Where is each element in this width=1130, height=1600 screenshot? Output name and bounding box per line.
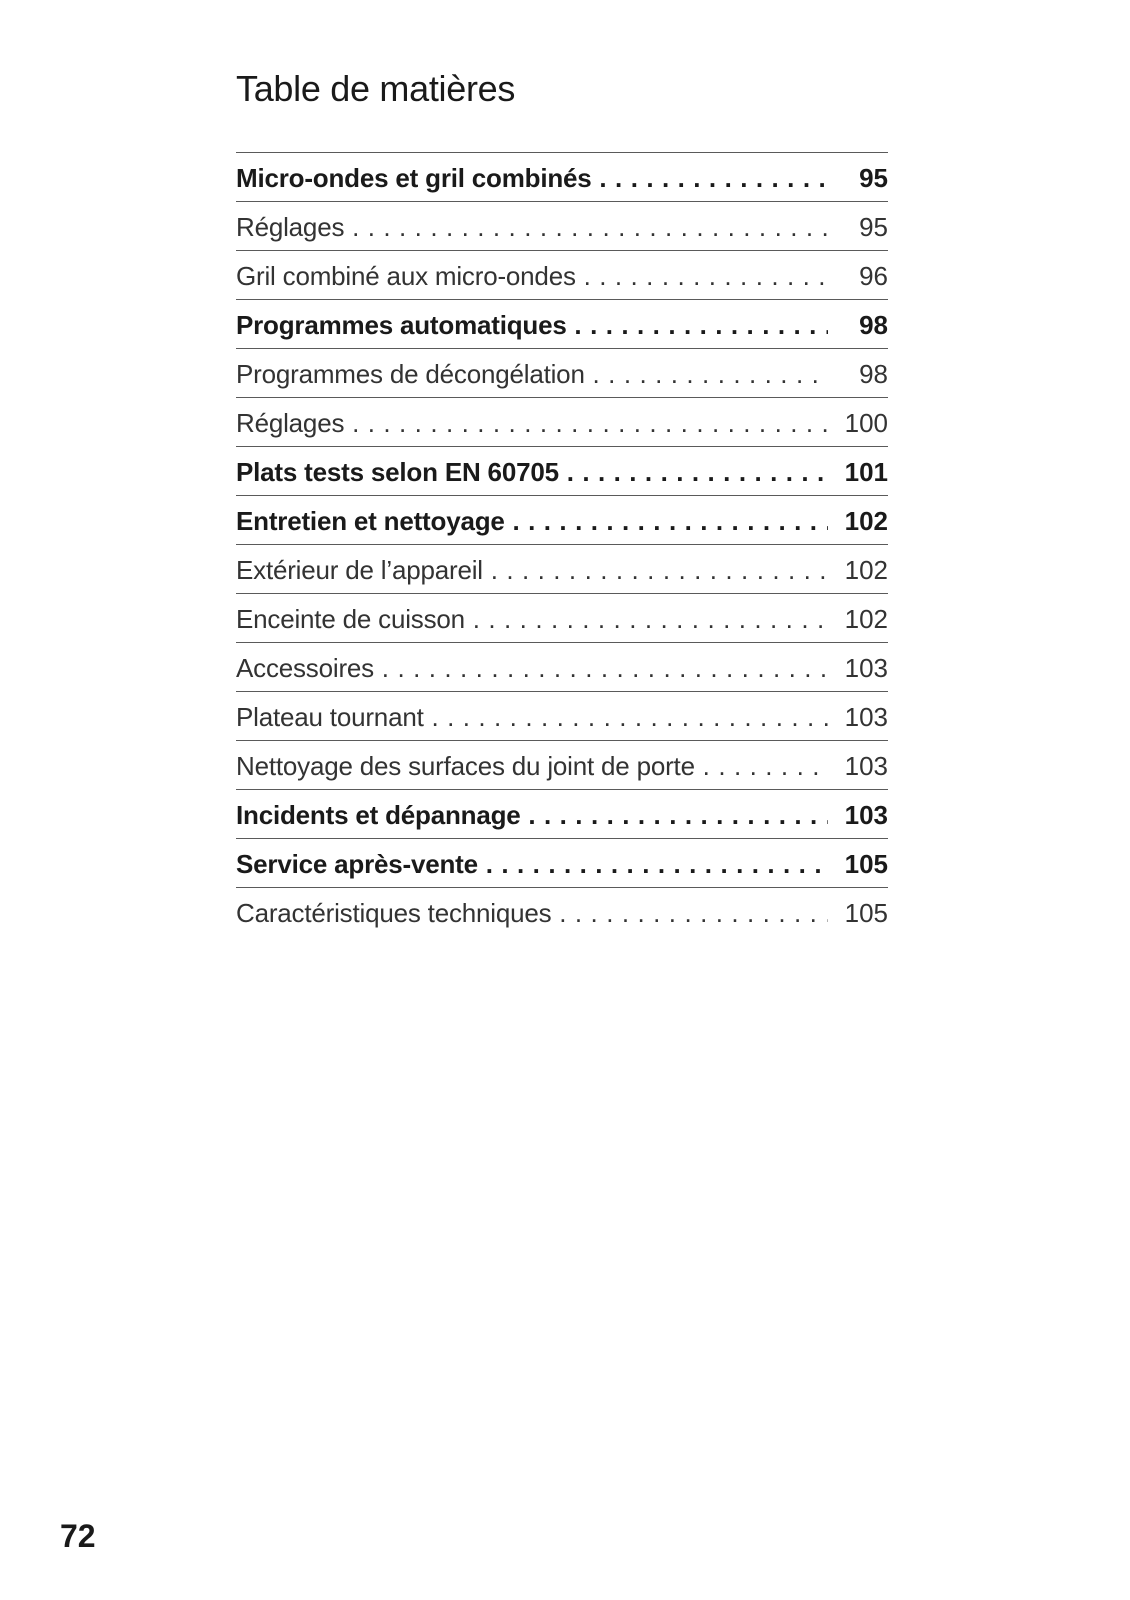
toc-entry-page: 105: [844, 898, 888, 928]
page-title: Table de matières: [236, 68, 516, 109]
toc-entry-page: 102: [844, 555, 888, 585]
toc-entry-page: 95: [859, 212, 888, 242]
toc-entry-page: 102: [844, 506, 888, 536]
table-of-contents: [236, 152, 888, 937]
toc-row[interactable]: [236, 251, 888, 300]
toc-entry-label: Micro-ondes et gril combinés . . .: [236, 153, 828, 201]
toc-entry-label: Réglages . . .: [236, 202, 828, 250]
toc-row[interactable]: [236, 741, 888, 790]
toc-row[interactable]: [236, 447, 888, 496]
toc-entry-page: 101: [844, 457, 888, 487]
toc-entry-label: Service après-vente . . .: [236, 839, 828, 887]
toc-row[interactable]: [236, 692, 888, 741]
toc-entry-page: 103: [844, 653, 888, 683]
page-number: 72: [60, 1518, 96, 1554]
toc-entry-label: Incidents et dépannage . . .: [236, 790, 828, 838]
toc-row[interactable]: [236, 496, 888, 545]
toc-entry-page: 102: [844, 604, 888, 634]
toc-entry-page: 103: [844, 702, 888, 732]
toc-row[interactable]: [236, 839, 888, 888]
toc-entry-label: Caractéristiques techniques . . .: [236, 888, 828, 936]
toc-row[interactable]: [236, 545, 888, 594]
toc-row[interactable]: [236, 349, 888, 398]
toc-entry-page: 98: [859, 310, 888, 340]
toc-entry-page: 96: [859, 261, 888, 291]
toc-entry-label: Enceinte de cuisson . . .: [236, 594, 828, 642]
toc-row[interactable]: [236, 398, 888, 447]
toc-entry-label: Plats tests selon EN 60705 . . .: [236, 447, 828, 495]
toc-entry-label: Plateau tournant . . .: [236, 692, 828, 740]
toc-entry-label: Accessoires . . .: [236, 643, 828, 691]
toc-entry-label: Entretien et nettoyage . . .: [236, 496, 828, 544]
toc-entry-page: 98: [859, 359, 888, 389]
toc-entry-label: Extérieur de l’appareil . . .: [236, 545, 828, 593]
toc-entry-page: 103: [844, 751, 888, 781]
toc-row[interactable]: [236, 300, 888, 349]
toc-entry-label: Réglages . . .: [236, 398, 828, 446]
toc-entry-label: Gril combiné aux micro-ondes . . .: [236, 251, 828, 299]
toc-row[interactable]: [236, 153, 888, 202]
toc-entry-page: 105: [844, 849, 888, 879]
toc-row[interactable]: [236, 643, 888, 692]
toc-entry-page: 95: [859, 163, 888, 193]
toc-entry-label: Programmes automatiques . . .: [236, 300, 828, 348]
toc-entry-page: 100: [844, 408, 888, 438]
toc-entry-label: Programmes de décongélation . . .: [236, 349, 828, 397]
toc-row[interactable]: [236, 202, 888, 251]
toc-row[interactable]: [236, 790, 888, 839]
toc-entry-label: Nettoyage des surfaces du joint de porte . . .: [236, 741, 828, 789]
toc-row[interactable]: [236, 888, 888, 937]
toc-entry-page: 103: [844, 800, 888, 830]
toc-row[interactable]: [236, 594, 888, 643]
